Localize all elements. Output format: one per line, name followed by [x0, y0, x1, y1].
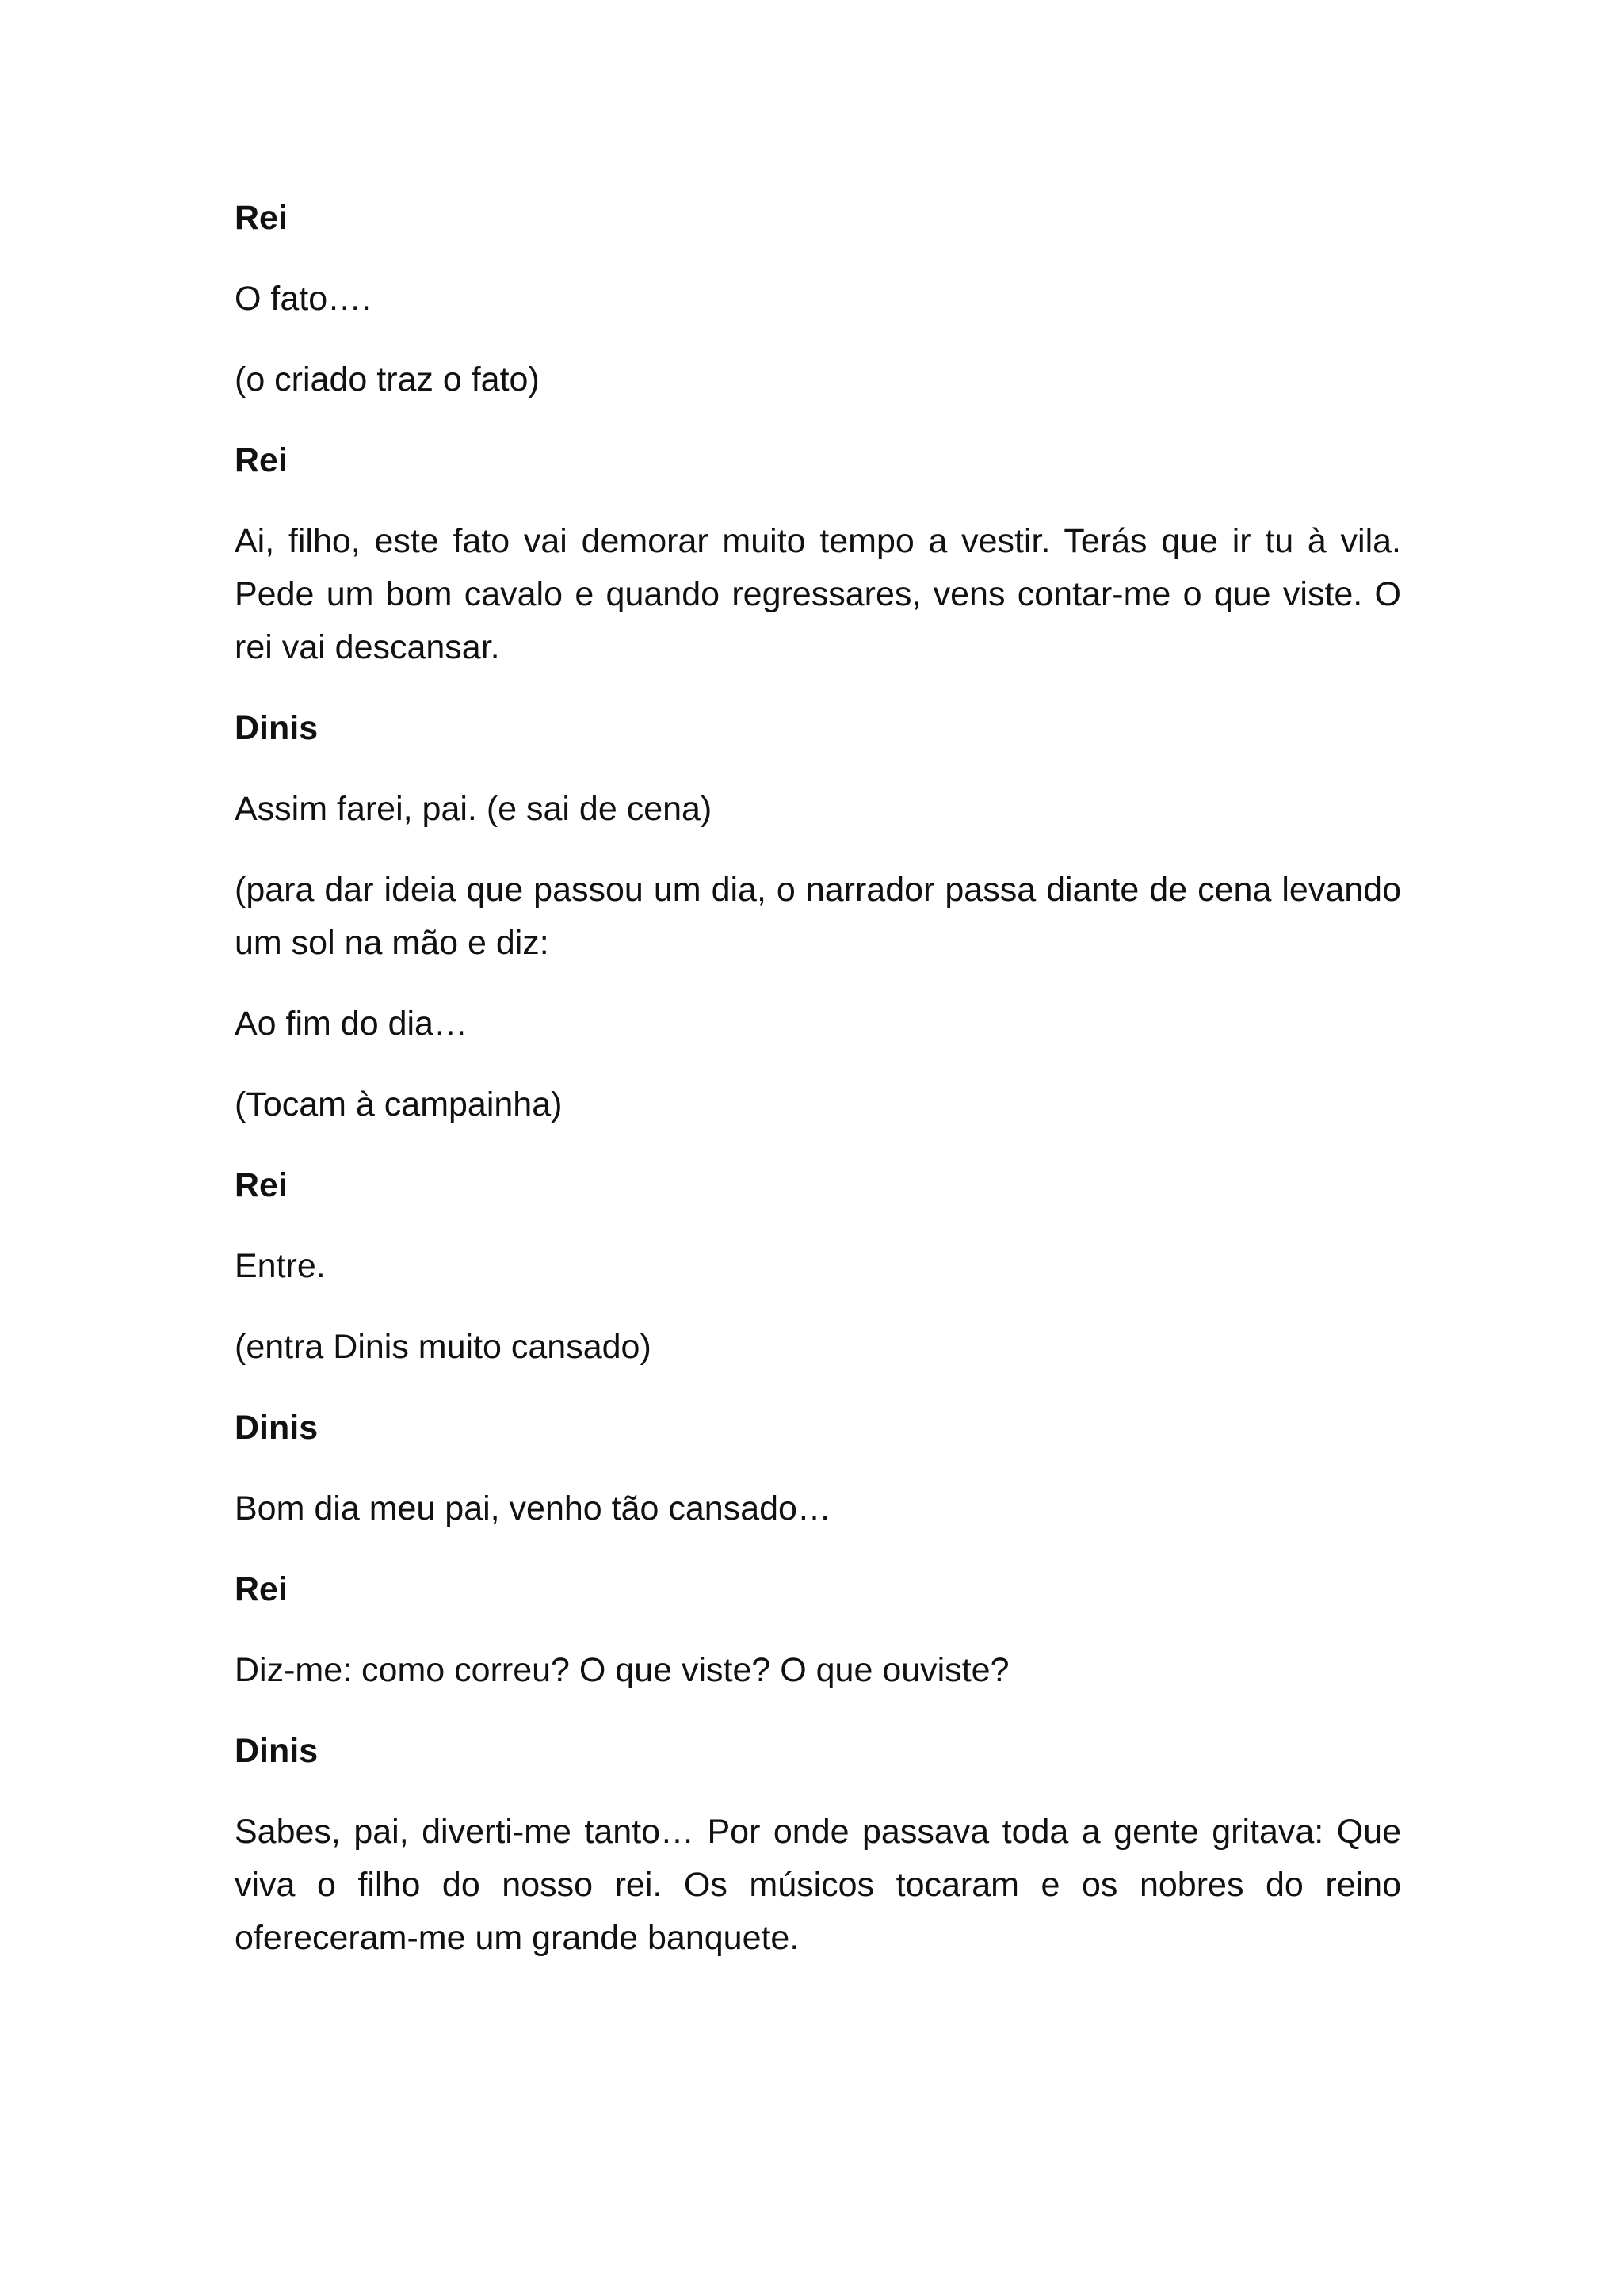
dialogue-line: O fato…. [235, 280, 372, 318]
dialogue-line: Ao fim do dia… [235, 1005, 468, 1043]
dialogue-line: Bom dia meu pai, venho tão cansado… [235, 1489, 831, 1527]
stage-direction: (entra Dinis muito cansado) [235, 1328, 651, 1366]
speaker-name: Dinis [235, 1732, 319, 1770]
script-content [235, 192, 1401, 1993]
dialogue-line: Assim farei, pai. (e sai de cena) [235, 790, 712, 828]
dialogue-line: Sabes, pai, diverti-me tanto… Por onde passava toda a gente gritava: Que viva o filho do nosso rei. Os músicos tocaram e os nobres do reino ofereceram-me um grande banquete. [235, 1813, 1401, 1957]
dialogue-line: Diz-me: como correu? O que viste? O que ouviste? [235, 1651, 1010, 1689]
stage-direction: (Tocam à campainha) [235, 1085, 563, 1123]
speaker-name: Rei [235, 199, 288, 237]
dialogue-line: Ai, filho, este fato vai demorar muito tempo a vestir. Terás que ir tu à vila. Pede um bom cavalo e quando regressares, vens contar-me o que viste. O rei vai descansar. [235, 522, 1401, 666]
dialogue-line: Entre. [235, 1247, 326, 1285]
speaker-name: Rei [235, 441, 288, 479]
speaker-name: Dinis [235, 1409, 319, 1447]
speaker-name: Dinis [235, 709, 319, 747]
speaker-name: Rei [235, 1570, 288, 1608]
speaker-name: Rei [235, 1166, 288, 1204]
stage-direction: (o criado traz o fato) [235, 360, 540, 399]
stage-direction: (para dar ideia que passou um dia, o narrador passa diante de cena levando um sol na mão e diz: [235, 871, 1401, 962]
